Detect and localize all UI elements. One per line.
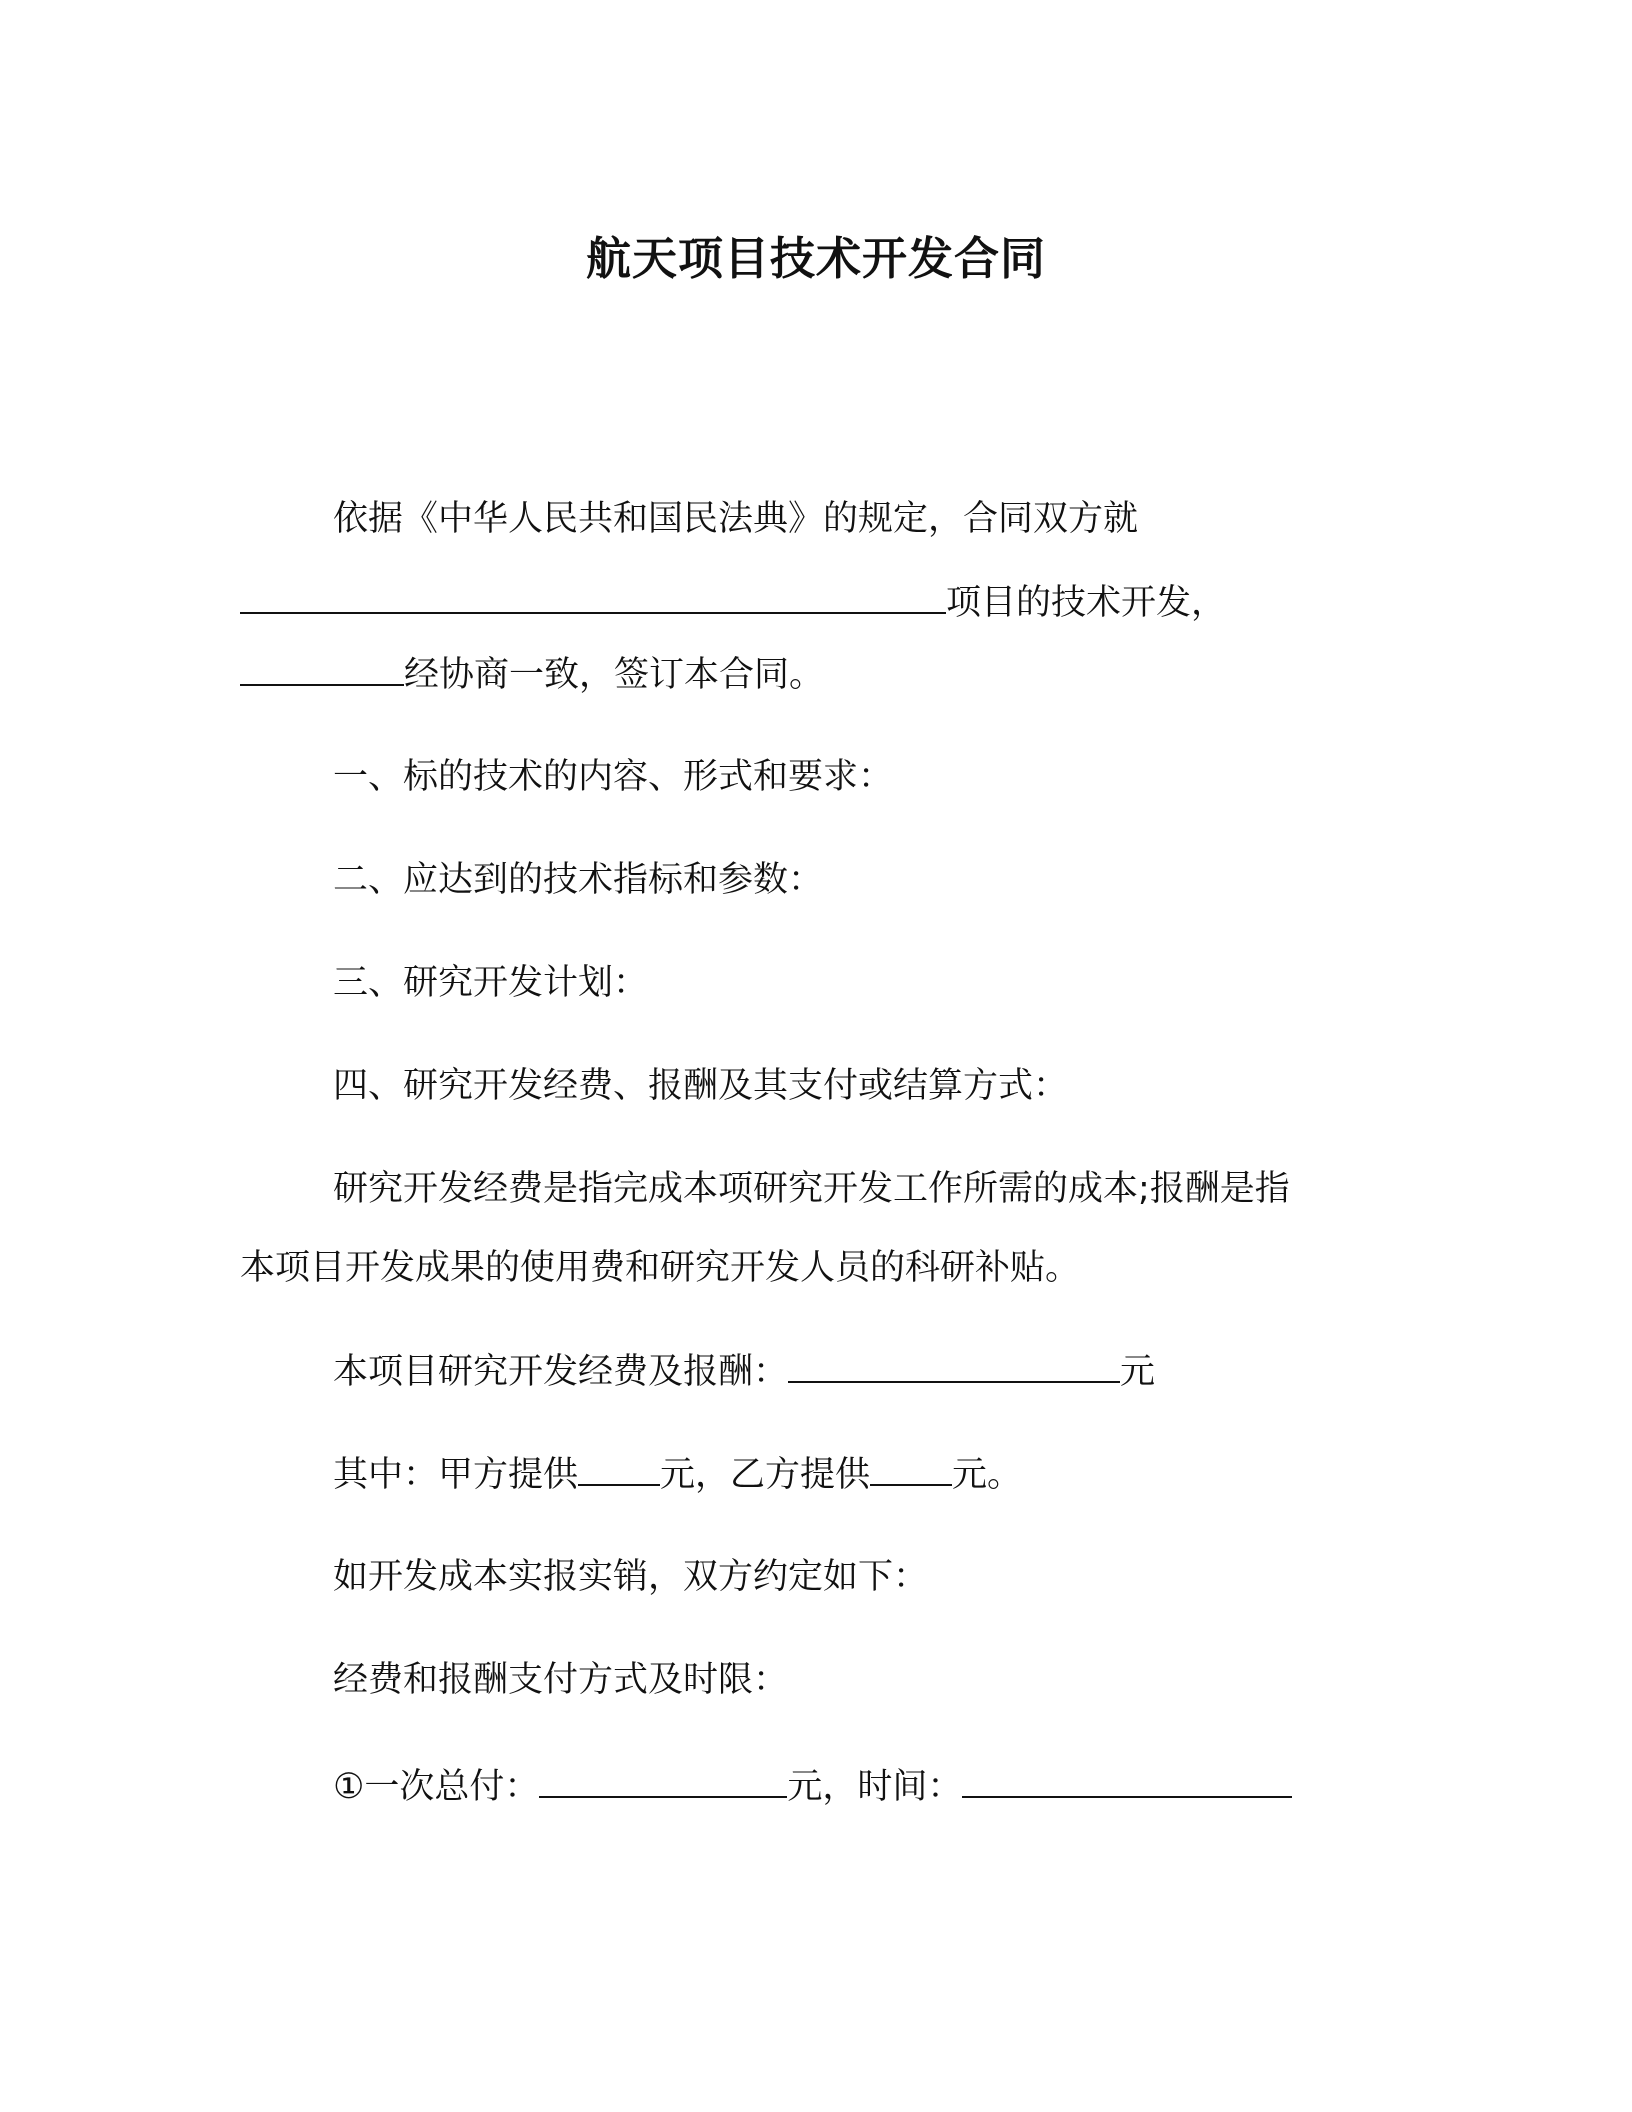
cost-definition-line-2: 本项目开发成果的使用费和研究开发人员的科研补贴。 <box>240 1248 1081 1288</box>
payment-method-line: 经费和报酬支付方式及时限： <box>333 1660 789 1700</box>
cost-split-end: 元。 <box>952 1455 1023 1495</box>
party-a-label: 其中：甲方提供 <box>333 1455 579 1495</box>
section-3-heading: 三、研究开发计划： <box>333 963 649 1003</box>
document-title: 航天项目技术开发合同 <box>585 232 1046 285</box>
party-blank <box>240 652 404 686</box>
cost-split-line <box>333 1452 1022 1497</box>
intro-line-1: 依据《中华人民共和国民法典》的规定，合同双方就 <box>333 499 1139 539</box>
total-cost-unit: 元 <box>1120 1352 1156 1392</box>
intro-line-2-text: 项目的技术开发， <box>946 583 1227 623</box>
section-2-heading: 二、应达到的技术指标和参数： <box>333 860 824 900</box>
total-cost-label: 本项目研究开发经费及报酬： <box>333 1352 789 1392</box>
lump-sum-label: ①一次总付： <box>333 1767 540 1807</box>
intro-line-2 <box>240 580 1226 625</box>
section-1-heading: 一、标的技术的内容、形式和要求： <box>333 757 894 797</box>
total-cost-blank <box>788 1349 1120 1383</box>
section-4-heading: 四、研究开发经费、报酬及其支付或结算方式： <box>333 1066 1069 1106</box>
actual-cost-line: 如开发成本实报实销，双方约定如下： <box>333 1557 929 1597</box>
party-b-label: 元，乙方提供 <box>660 1455 871 1495</box>
intro-line-3-text: 经协商一致，签订本合同。 <box>404 655 825 695</box>
project-name-blank <box>240 580 946 614</box>
party-a-amount-blank <box>578 1452 660 1486</box>
lump-sum-time-blank <box>962 1764 1292 1798</box>
party-b-amount-blank <box>870 1452 952 1486</box>
cost-definition-line-1: 研究开发经费是指完成本项研究开发工作所需的成本;报酬是指 <box>333 1169 1290 1209</box>
lump-sum-time-label: 元，时间： <box>787 1767 963 1807</box>
intro-line-3 <box>240 652 824 697</box>
lump-sum-amount-blank <box>539 1764 787 1798</box>
lump-sum-line <box>333 1764 1292 1809</box>
total-cost-line <box>333 1349 1155 1394</box>
